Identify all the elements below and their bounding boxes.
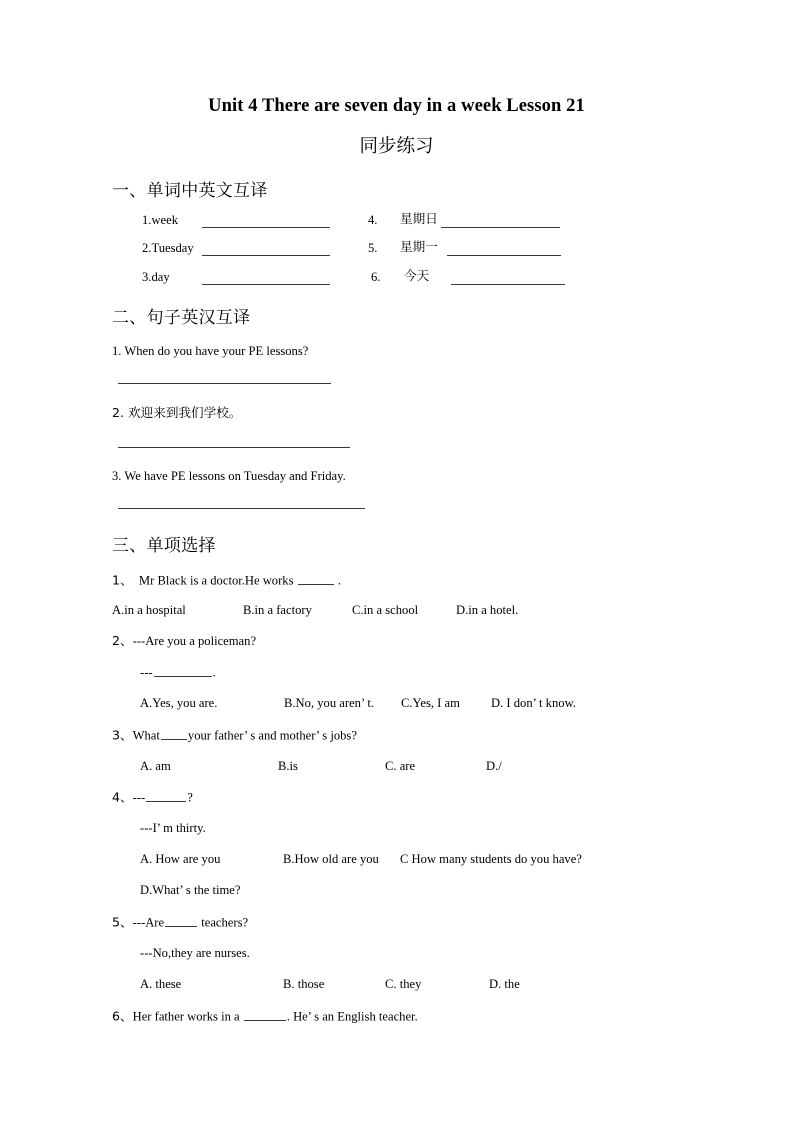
question-1-stem-text: Mr Black is a doctor.He works — [138, 573, 294, 588]
vocab-item-6-blank[interactable] — [451, 284, 565, 285]
question-5-reply: ---No,they are nurses. — [140, 946, 250, 960]
question-5-option-a[interactable]: A. these — [140, 977, 182, 991]
vocab-item-1-label — [142, 213, 178, 227]
question-2-number: 2、 — [112, 633, 133, 648]
vocab-item-4-number: 4. — [368, 213, 378, 227]
question-5-stem-tail: teachers? — [201, 915, 249, 930]
question-3-number: 3、 — [112, 727, 133, 743]
question-3-blank[interactable] — [161, 728, 187, 740]
vocab-item-4-blank[interactable] — [441, 227, 560, 228]
translate-item-3-answer-line[interactable] — [118, 508, 365, 509]
vocab-item-3-number: 3. — [142, 270, 152, 284]
vocab-item-5-term: 星期一 — [400, 239, 438, 254]
question-2-option-a[interactable]: A.Yes, you are. — [140, 696, 218, 710]
question-1-number: 1、 — [112, 572, 133, 588]
question-4-option-c[interactable]: C How many students do you have? — [400, 852, 582, 866]
question-6-stem — [112, 1009, 418, 1024]
question-3-option-c[interactable]: C. are — [385, 759, 416, 773]
question-5-stem-head: ---Are — [132, 915, 165, 930]
question-2-option-d[interactable]: D. I don’ t know. — [491, 696, 576, 710]
vocab-item-3-term: day — [151, 270, 170, 284]
question-6-stem-head: Her father works in a — [132, 1009, 240, 1024]
vocab-item-3-label — [142, 270, 170, 284]
vocab-item-2-blank[interactable] — [202, 255, 330, 256]
question-3-stem — [112, 728, 357, 743]
section-1-heading: 一、单词中英文互译 — [112, 181, 268, 201]
question-4-stem-prefix: --- — [132, 790, 146, 805]
vocab-item-3-blank[interactable] — [202, 284, 330, 285]
question-5-stem — [112, 915, 248, 930]
vocab-item-5-number: 5. — [368, 241, 378, 255]
question-1-option-b[interactable]: B.in a factory — [243, 603, 312, 617]
translate-item-1-answer-line[interactable] — [118, 383, 331, 384]
vocab-item-6-number: 6. — [371, 270, 381, 284]
vocab-item-2-term: Tuesday — [151, 241, 194, 255]
question-5-option-b[interactable]: B. those — [283, 977, 325, 991]
question-4-stem — [112, 790, 193, 805]
translate-item-2-text: 欢迎来到我们学校。 — [128, 405, 242, 420]
vocab-item-5-blank[interactable] — [447, 255, 561, 256]
question-2-answer-blank[interactable] — [154, 665, 212, 677]
question-3-stem-tail: your father’ s and mother’ s jobs? — [187, 728, 357, 743]
question-2-stem-text: ---Are you a policeman? — [132, 634, 257, 648]
question-4-option-b[interactable]: B.How old are you — [283, 852, 379, 866]
vocab-item-1-blank[interactable] — [202, 227, 330, 228]
question-1-option-c[interactable]: C.in a school — [352, 603, 419, 617]
question-2-option-c[interactable]: C.Yes, I am — [401, 696, 460, 710]
question-5-option-c[interactable]: C. they — [385, 977, 422, 991]
question-3-option-b[interactable]: B.is — [278, 759, 298, 773]
question-4-stem-suffix: ? — [187, 790, 193, 805]
section-2-heading: 二、句子英汉互译 — [112, 308, 251, 328]
section-3-heading: 三、单项选择 — [112, 536, 216, 556]
question-6-stem-tail: . He’ s an English teacher. — [286, 1009, 418, 1024]
question-5-option-d[interactable]: D. the — [489, 977, 520, 991]
question-5-number: 5、 — [112, 914, 133, 930]
vocab-item-6-term: 今天 — [404, 268, 430, 283]
question-4-blank[interactable] — [146, 790, 186, 802]
question-4-option-d[interactable]: D.What’ s the time? — [140, 883, 241, 897]
question-4-reply: ---I’ m thirty. — [140, 821, 206, 835]
question-3-option-d[interactable]: D./ — [486, 759, 502, 773]
page-title: Unit 4 There are seven day in a week Lesson 21 — [208, 96, 585, 116]
question-2-option-b[interactable]: B.No, you aren’ t. — [284, 696, 375, 710]
question-6-number: 6、 — [112, 1008, 133, 1024]
translate-item-2-answer-line[interactable] — [118, 447, 350, 448]
question-3-option-a[interactable]: A. am — [140, 759, 171, 773]
question-1-option-d[interactable]: D.in a hotel. — [456, 603, 519, 617]
translate-item-1-text: When do you have your PE lessons? — [124, 344, 309, 358]
translate-item-2-number: 2. — [112, 405, 125, 420]
translate-item-1-number: 1. — [112, 344, 122, 358]
question-1-blank[interactable] — [298, 573, 334, 585]
translate-item-2 — [112, 406, 241, 420]
translate-item-3-number: 3. — [112, 469, 122, 483]
question-5-blank[interactable] — [165, 915, 197, 927]
translate-item-3 — [112, 469, 346, 483]
vocab-item-1-number: 1. — [142, 213, 152, 227]
vocab-item-2-number: 2. — [142, 241, 152, 255]
question-3-stem-head: What — [132, 728, 160, 743]
translate-item-3-text: We have PE lessons on Tuesday and Friday. — [124, 469, 346, 483]
question-1-stem — [112, 573, 341, 588]
vocab-item-2-label — [142, 241, 194, 255]
question-4-option-a[interactable]: A. How are you — [140, 852, 221, 866]
question-2-stem — [112, 634, 256, 648]
question-6-blank[interactable] — [244, 1009, 286, 1021]
question-2-answer-prefix: --- — [140, 665, 153, 680]
question-1-stem-tail: . — [337, 573, 341, 588]
question-4-number: 4、 — [112, 789, 133, 805]
question-1-option-a[interactable]: A.in a hospital — [112, 603, 186, 617]
translate-item-1 — [112, 344, 308, 358]
vocab-item-4-term: 星期日 — [400, 211, 438, 226]
question-2-answer-suffix: . — [212, 665, 216, 680]
vocab-item-1-term: week — [151, 213, 179, 227]
question-2-answer — [140, 665, 216, 680]
page-subtitle: 同步练习 — [359, 136, 434, 157]
